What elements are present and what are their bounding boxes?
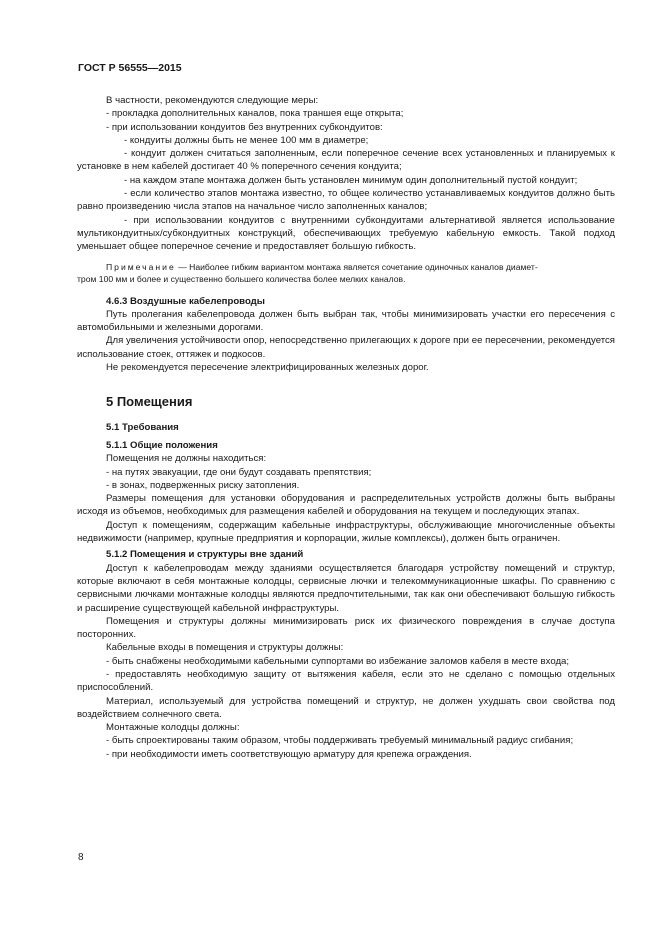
- page-number: 8: [78, 852, 84, 863]
- list-item: - на путях эвакуации, где они будут создавать препятствия;: [106, 466, 372, 478]
- paragraph: Доступ к кабелепроводам между зданиями осуществляется благодаря устройству помещений и структур, которые включают в себя монтажные колодцы, сервисные лючки и телекоммуникационные шкафы. По сравнению с сервисными лючками монтажные колодцы являются предпочтительными, так как они обеспечивают большую гибкость и расширение существующей кабельной инфраструктуры.: [77, 562, 615, 614]
- note-dash: —: [175, 261, 190, 272]
- paragraph: Путь пролегания кабелепровода должен быть выбран так, чтобы минимизировать участки его пересечения с автомобильными и железными дорогами.: [77, 308, 615, 334]
- section-heading-4-6-3: 4.6.3 Воздушные кабелепроводы: [106, 295, 265, 307]
- note-text-rest: тром 100 мм и более и существенно большего количества более мелких каналов.: [77, 273, 406, 284]
- paragraph: Кабельные входы в помещения и структуры должны:: [106, 642, 344, 654]
- list-item: - прокладка дополнительных каналов, пока траншея еще открыта;: [106, 108, 404, 120]
- section-heading-5-1-1: 5.1.1 Общие положения: [106, 439, 218, 451]
- section-heading-5-1-2: 5.1.2 Помещения и структуры вне зданий: [106, 549, 304, 561]
- paragraph: Доступ к помещениям, содержащим кабельные инфраструктуры, обслуживающие многочисленные объекты недвижимости (например, крупные предприятия и корпорации, жилые комплексы), должен быть ограничен.: [77, 519, 615, 545]
- note-label: Примечание: [106, 261, 176, 272]
- page-body: [77, 94, 615, 761]
- note: [77, 261, 615, 285]
- list-item: - кондуит должен считаться заполненным, если поперечное сечение всех установленных и планируемых к установке в нем кабелей достигает 40 % поперечного сечения кондуита;: [77, 148, 615, 173]
- note-text-first: Наиболее гибким вариантом монтажа является сочетание одиночных каналов диамет-: [189, 261, 538, 272]
- list-item: - кондуиты должны быть не менее 100 мм в диаметре;: [124, 134, 369, 146]
- list-item: - быть снабжены необходимыми кабельными суппортами во избежание заломов кабеля в месте входа;: [106, 655, 570, 667]
- paragraph: Для увеличения устойчивости опор, непосредственно прилегающих к дороге при ее пересечении, рекомендуется использование стоек, оттяжек и подкосов.: [77, 335, 615, 360]
- paragraph: Помещения и структуры должны минимизировать риск их физического повреждения в случае доступа посторонних.: [77, 615, 615, 641]
- paragraph: Помещения не должны находиться:: [106, 453, 267, 465]
- paragraph: Монтажные колодцы должны:: [106, 722, 240, 734]
- chapter-heading-5: 5 Помещения: [106, 394, 193, 410]
- list-item: - при использовании кондуитов с внутренними субкондуитами альтернативой является использование мультикондуитных/субкондуитных конструкций, обеспечивающих требуемую кабельную емкость. Такой подход уменьшает общее поперечное сечение и предоставляет большую гибкость.: [77, 214, 615, 253]
- list-item: - в зонах, подверженных риску затопления.: [106, 479, 300, 491]
- intro-lead: В частности, рекомендуются следующие меры:: [106, 95, 319, 106]
- section-heading-5-1: 5.1 Требования: [106, 421, 179, 433]
- list-item: - при необходимости иметь соответствующую арматуру для крепежа ограждения.: [106, 748, 472, 760]
- list-item: - если количество этапов монтажа известно, то общее количество устанавливаемых кондуитов должно быть равно произведению числа этапов на начальное число заполненных каналов;: [77, 188, 615, 213]
- paragraph: Материал, используемый для устройства помещений и структур, не должен ухудшать свои свойства под воздействием солнечного света.: [77, 695, 615, 720]
- list-item: - быть спроектированы таким образом, чтобы поддерживать требуемый минимальный радиус сгибания;: [106, 735, 574, 747]
- document-header: ГОСТ Р 56555—2015: [78, 62, 182, 74]
- paragraph: Не рекомендуется пересечение электрифицированных железных дорог.: [106, 362, 429, 374]
- list-item: - на каждом этапе монтажа должен быть установлен минимум один дополнительный пустой кондуит;: [124, 174, 578, 186]
- list-item: - при использовании кондуитов без внутренних субкондуитов:: [106, 121, 383, 133]
- list-item: - предоставлять необходимую защиту от вытяжения кабеля, если это не сделано с помощью отдельных приспособлений.: [77, 668, 615, 694]
- paragraph: Размеры помещения для установки оборудования и распределительных устройств должны быть выбраны исходя из объемов, необходимых для размещения кабелей и оборудования на текущем и последующих этапах.: [77, 493, 615, 518]
